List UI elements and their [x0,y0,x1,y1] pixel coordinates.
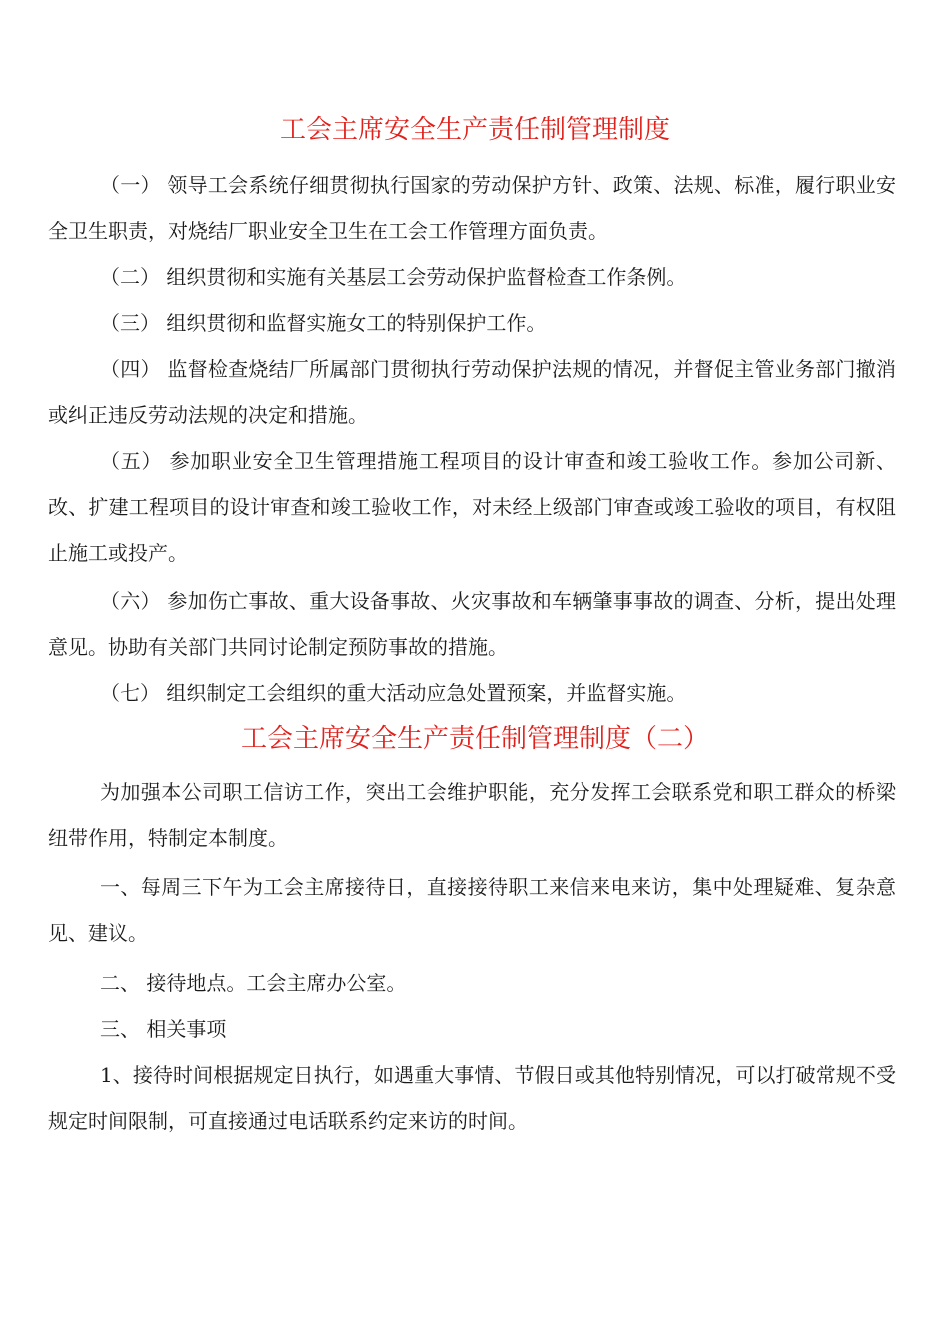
section-2-title: 工会主席安全生产责任制管理制度（二） [240,724,709,754]
section-1-item-1: （一） 领导工会系统仔细贯彻执行国家的劳动保护方针、政策、法规、标准，履行职业安全卫生职责，对烧结厂职业安全卫生在工会工作管理方面负责。 [48,173,896,243]
section-1-title: 工会主席安全生产责任制管理制度 [279,115,670,145]
section-2-item-3-1: 1、接待时间根据规定日执行，如遇重大事情、节假日或其他特别情况，可以打破常规不受规定时间限制，可直接通过电话联系约定来访的时间。 [48,1063,896,1133]
section-1-item-3: （三） 组织贯彻和监督实施女工的特别保护工作。 [100,311,547,335]
section-1-item-7: （七） 组织制定工会组织的重大活动应急处置预案，并监督实施。 [100,681,687,705]
section-1-item-4: （四） 监督检查烧结厂所属部门贯彻执行劳动保护法规的情况，并督促主管业务部门撤消或纠正违反劳动法规的决定和措施。 [48,357,896,427]
section-2-intro: 为加强本公司职工信访工作，突出工会维护职能，充分发挥工会联系党和职工群众的桥梁纽带作用，特制定本制度。 [48,780,896,850]
section-1-item-6: （六） 参加伤亡事故、重大设备事故、火灾事故和车辆肇事事故的调查、分析，提出处理意见。协助有关部门共同讨论制定预防事故的措施。 [48,589,896,659]
section-1-item-5: （五） 参加职业安全卫生管理措施工程项目的设计审查和竣工验收工作。参加公司新、改、扩建工程项目的设计审查和竣工验收工作，对未经上级部门审查或竣工验收的项目，有权阻止施工或投产。 [48,449,896,565]
section-2-item-3: 三、 相关事项 [100,1017,227,1041]
section-2-item-1: 一、每周三下午为工会主席接待日，直接接待职工来信来电来访，集中处理疑难、复杂意见、建议。 [48,875,896,945]
section-1-item-2: （二） 组织贯彻和实施有关基层工会劳动保护监督检查工作条例。 [100,265,687,289]
section-2-item-2: 二、 接待地点。工会主席办公室。 [100,971,407,995]
